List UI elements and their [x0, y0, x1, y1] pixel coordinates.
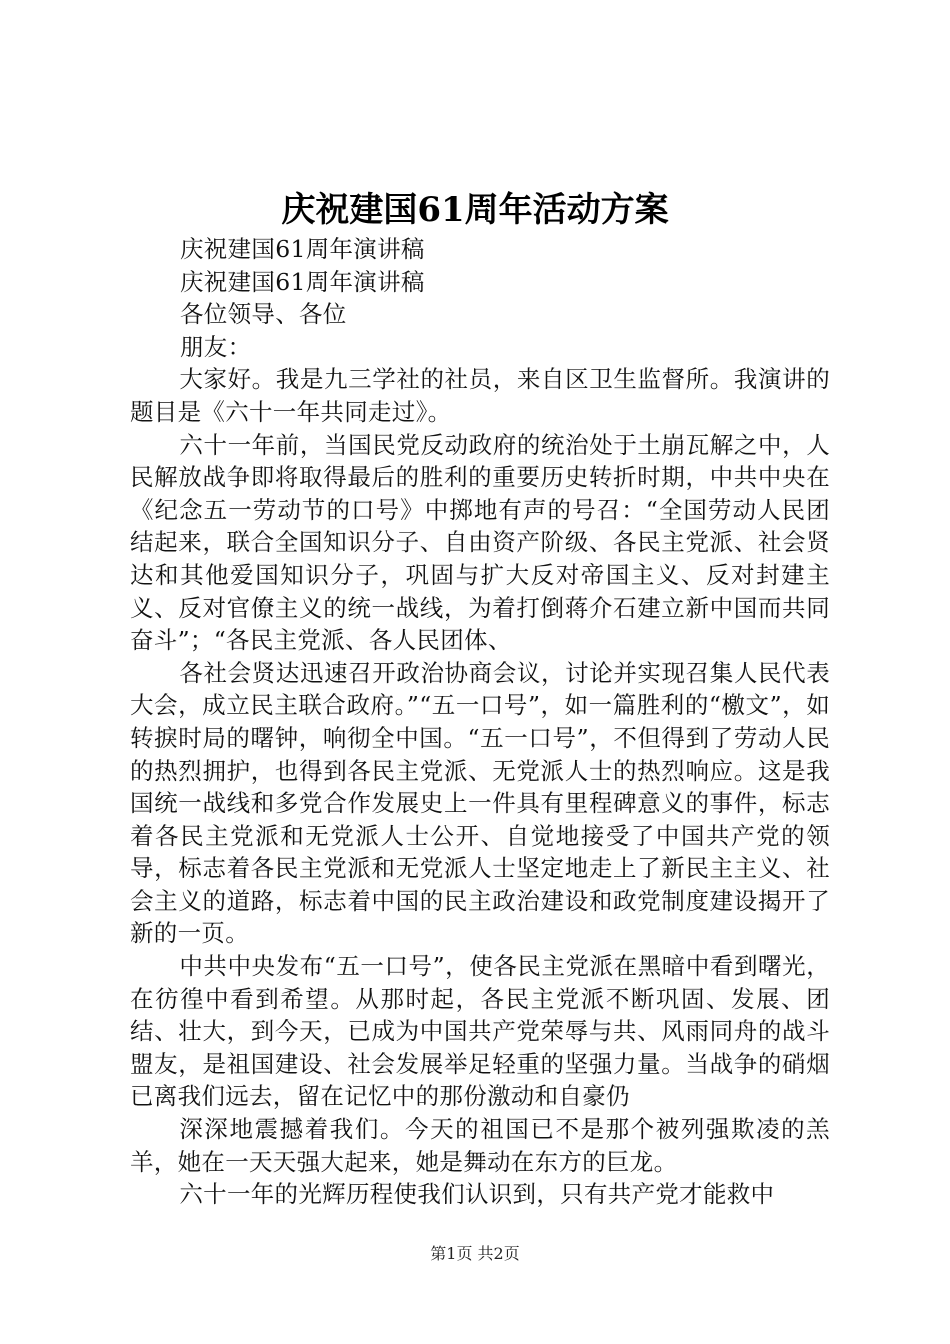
- body-paragraph: 庆祝建国61周年演讲稿: [180, 267, 425, 296]
- body-paragraph: 六十一年的光辉历程使我们认识到，只有共产党才能救中: [179, 1180, 775, 1209]
- body-paragraph: 各社会贤达迅速召开政治协商会议，讨论并实现召集人民代表大会，成立民主联合政府。”“五一口号”，如一篇胜利的“檄文”，如转捩时局的曙钟，响彻全中国。“五一口号”，不但得到了劳动人民的热烈拥护，也得到各民主党派、无党派人士的热烈响应。这是我国统一战线和多党合作发展史上一件具有里程碑意义的事件，标志着各民主党派和无党派人士公开、自觉地接受了中国共产党的领导，标志着各民主党派和无党派人士坚定地走上了新民主主义、社会主义的道路，标志着中国的民主政治建设和政党制度建设揭开了新的一页。: [130, 658, 830, 948]
- document-body: [130, 233, 830, 1211]
- page-indicator: 第1页 共2页: [430, 1244, 520, 1263]
- body-paragraph: 庆祝建国61周年演讲稿: [180, 235, 425, 263]
- body-paragraph: 朋友：: [180, 332, 252, 361]
- body-paragraph: 各位领导、各位: [180, 300, 347, 329]
- document-title: 庆祝建国61周年活动方案: [281, 190, 669, 230]
- body-paragraph: 大家好。我是九三学社的社员，来自区卫生监督所。我演讲的题目是《六十一年共同走过》。: [130, 365, 830, 426]
- body-paragraph: 六十一年前，当国民党反动政府的统治处于土崩瓦解之中，人民解放战争即将取得最后的胜利的重要历史转折时期，中共中央在《纪念五一劳动节的口号》中掷地有声的号召：“全国劳动人民团结起来，联合全国知识分子、自由资产阶级、各民主党派、社会贤达和其他爱国知识分子，巩固与扩大反对帝国主义、反对封建主义、反对官僚主义的统一战线，为着打倒蒋介石建立新中国而共同奋斗”；“各民主党派、各人民团体、: [130, 430, 830, 655]
- body-paragraph: 中共中央发布“五一口号”，使各民主党派在黑暗中看到曙光，在彷徨中看到希望。从那时起，各民主党派不断巩固、发展、团结、壮大，到今天，已成为中国共产党荣辱与共、风雨同舟的战斗盟友，是祖国建设、社会发展举足轻重的坚强力量。当战争的硝烟已离我们远去，留在记忆中的那份激动和自豪仍: [130, 952, 830, 1111]
- body-paragraph: 深深地震撼着我们。今天的祖国已不是那个被列强欺凌的羔羊，她在一天天强大起来，她是舞动在东方的巨龙。: [130, 1115, 830, 1176]
